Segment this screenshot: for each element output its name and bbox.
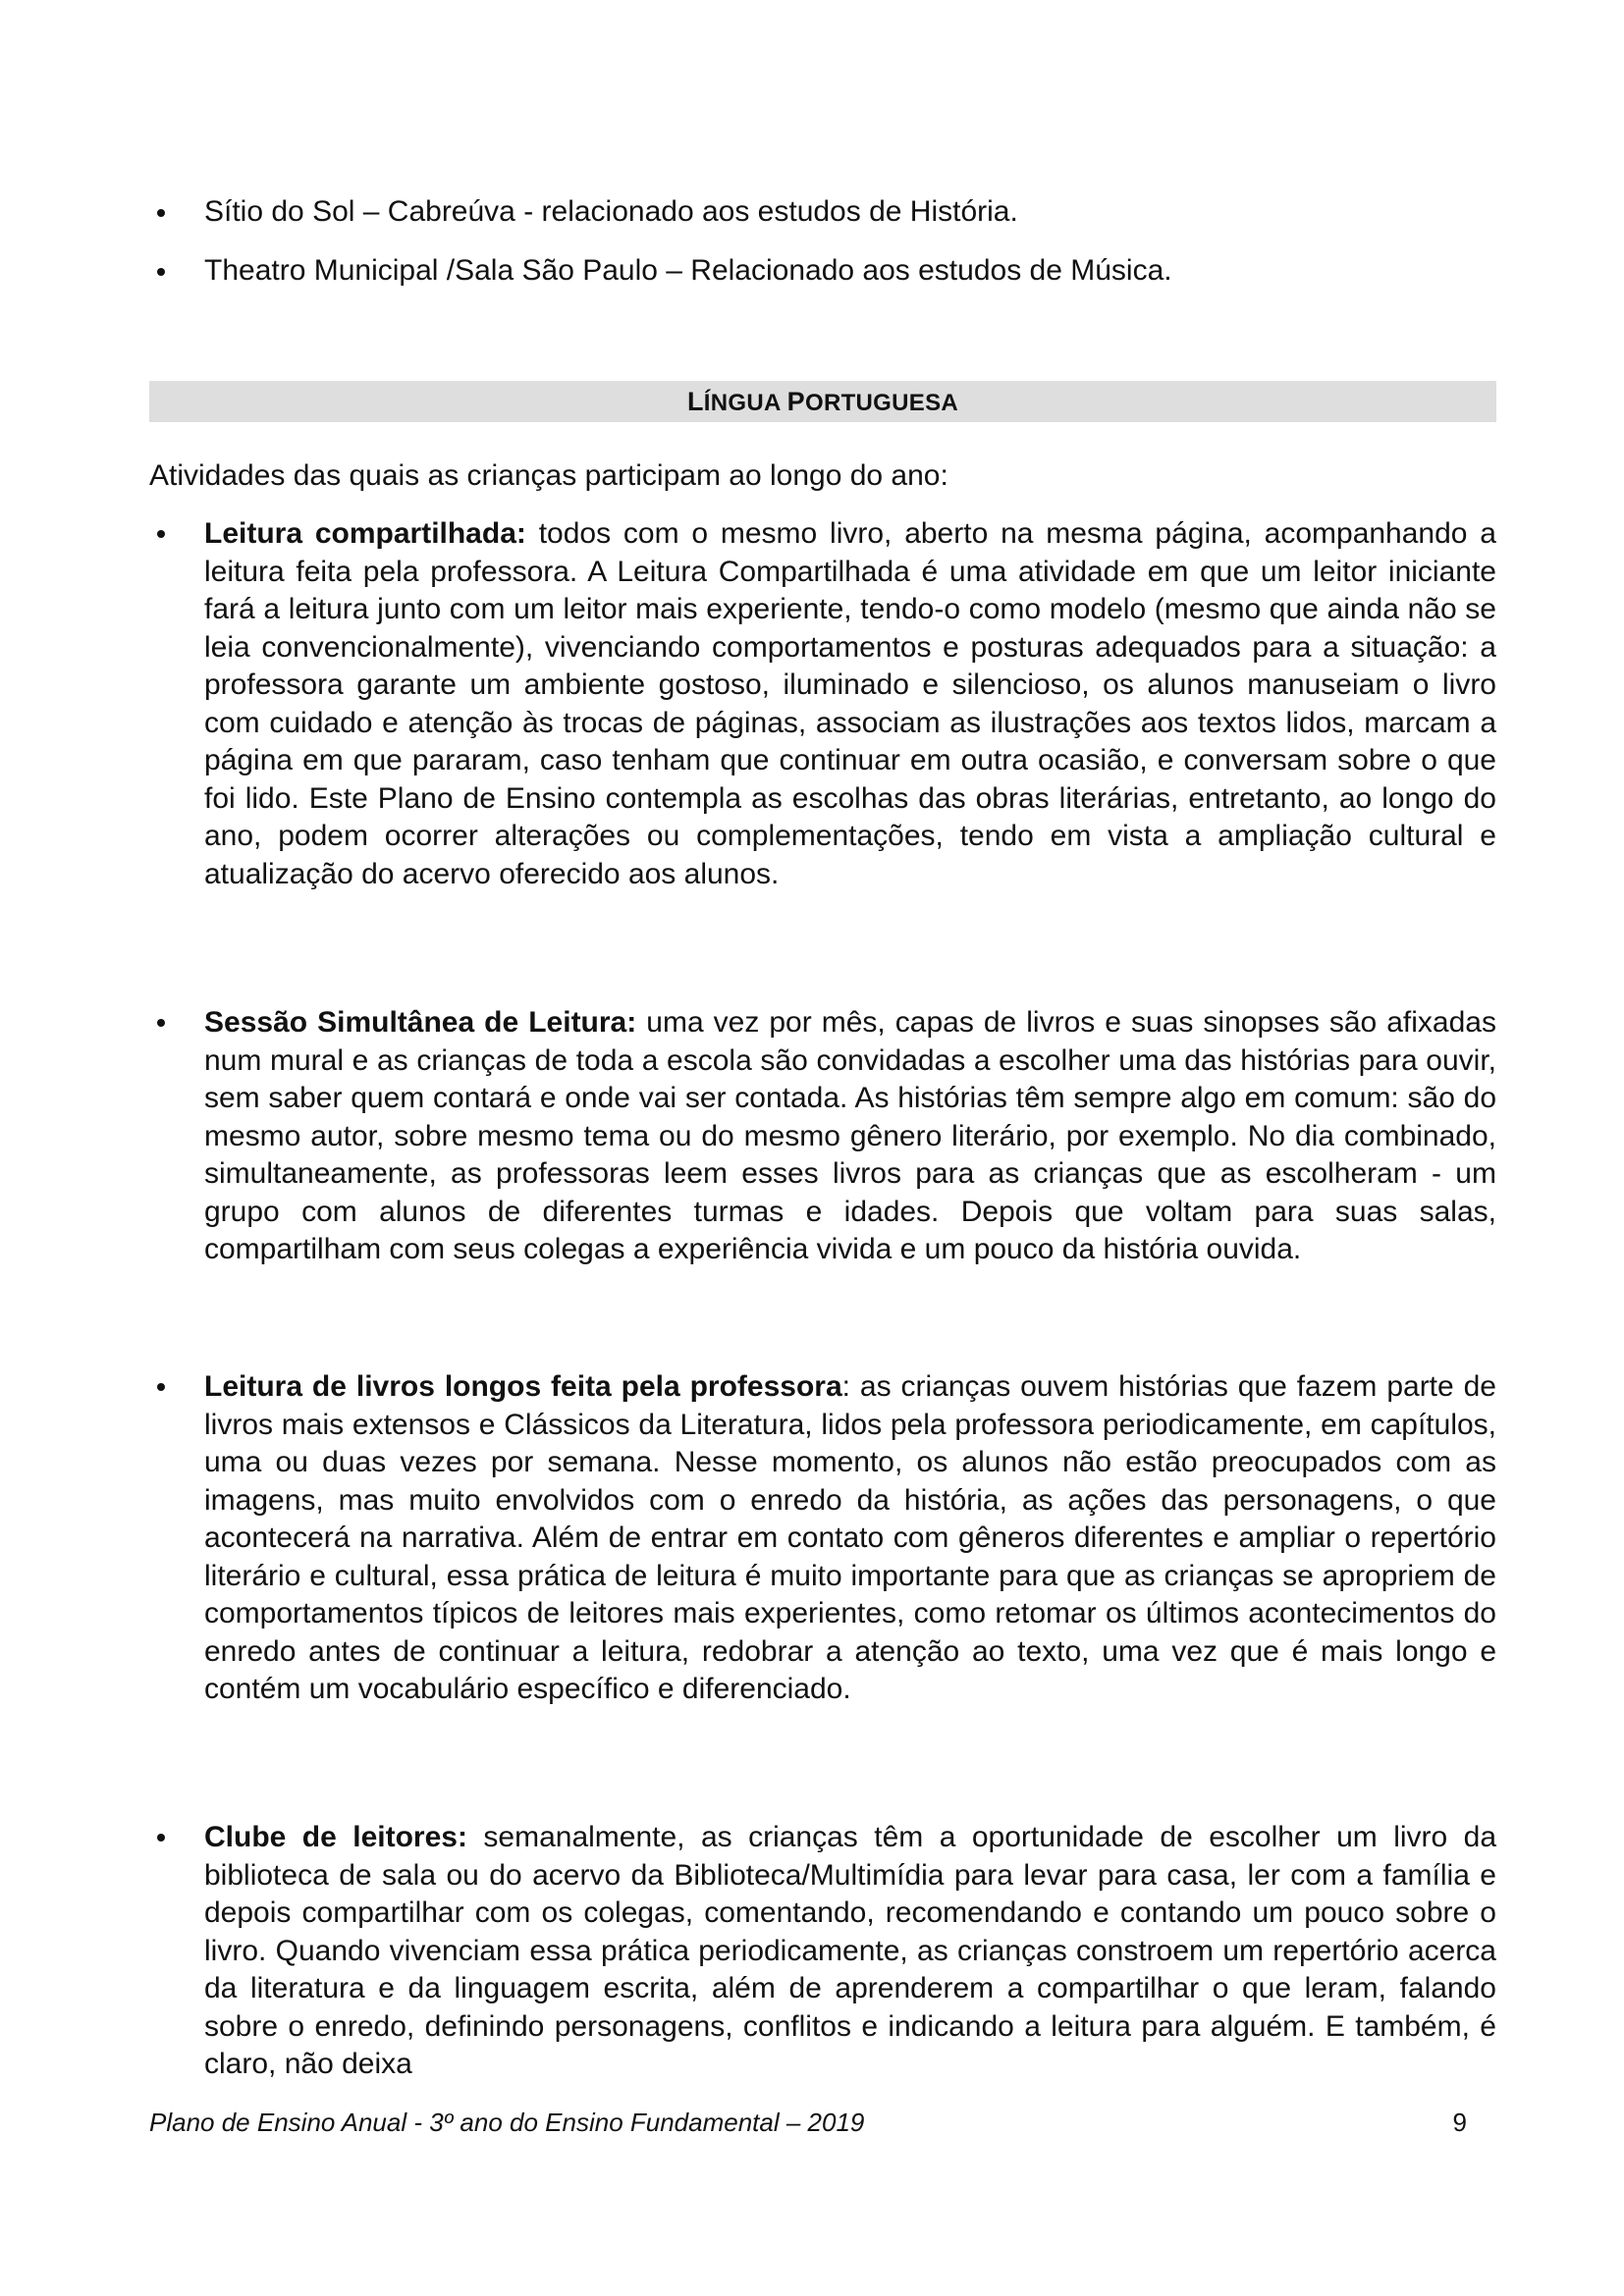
list-item-text: Sítio do Sol – Cabreúva - relacionado aos estudos de História. [204,195,1018,228]
bullet-icon [157,1383,165,1391]
section-title-initial: P [786,387,805,416]
page-footer [149,2106,1467,2139]
section-header [149,381,1496,422]
section-title-initial: L [686,387,704,416]
bullet-icon [157,530,165,538]
bullet-icon [157,1019,165,1027]
activity-text: : as crianças ouvem histórias que fazem parte de livros mais extensos e Clássicos da Literatura, lidos pela professora periodicamente, em capítulos, uma ou duas vezes por semana. Nesse momento, os alunos não estão preocupados com as imagens, mas muito envolvidos com o enredo da história, as ações das personagens, o que acontecerá na narrativa. Além de entrar em contato com gêneros diferentes e ampliar o repertório literário e cultural, essa prática de leitura é muito importante para que as crianças se apropriem de comportamentos típicos de leitores mais experientes, como retomar os últimos acontecimentos do enredo antes de continuar a leitura, redobrar a atenção ao texto, uma vez que é mais longo e contém um vocabulário específico e diferenciado. [204,1370,1496,1705]
intro-text: Atividades das quais as crianças participam ao longo do ano: [149,459,948,492]
activity-item [149,1368,1496,1709]
list-item [149,251,1504,291]
activity-term: Leitura de livros longos feita pela professora [204,1370,842,1403]
section-title-rest: ORTUGUESA [804,390,959,416]
bullet-icon [157,1834,165,1842]
activity-term: Sessão Simultânea de Leitura: [204,1006,637,1039]
activity-item [149,1819,1496,2084]
activity-item [149,515,1496,893]
activity-text: todos com o mesmo livro, aberto na mesma página, acompanhando a leitura feita pela professora. A Leitura Compartilhada é uma atividade em que um leitor iniciante fará a leitura junto com um leitor mais experiente, tendo-o como modelo (mesmo que ainda não se leia convencionalmente), vivenciando comportamentos e posturas adequados para a situação: a professora garante um ambiente gostoso, iluminado e silencioso, os alunos manuseiam o livro com cuidado e atenção às trocas de páginas, associam as ilustrações aos textos lidos, marcam a página em que pararam, caso tenham que continuar em outra ocasião, e conversam sobre o que foi lido. Este Plano de Ensino contempla as escolhas das obras literárias, entretanto, ao longo do ano, podem ocorrer alterações ou complementações, tendo em vista a ampliação cultural e atualização do acervo oferecido aos alunos. [204,517,1496,890]
footer-text: Plano de Ensino Anual - 3º ano do Ensino Fundamental – 2019 [149,2108,865,2137]
activity-term: Leitura compartilhada: [204,517,526,550]
activity-text: uma vez por mês, capas de livros e suas sinopses são afixadas num mural e as crianças de toda a escola são convidadas a escolher uma das histórias para ouvir, sem saber quem contará e onde vai ser contada. As histórias têm sempre algo em comum: são do mesmo autor, sobre mesmo tema ou do mesmo gênero literário, por exemplo. No dia combinado, simultaneamente, as professoras leem esses livros para as crianças que as escolheram - um grupo com alunos de diferentes turmas e idades. Depois que voltam para suas salas, compartilham com seus colegas a experiência vivida e um pouco da história ouvida. [204,1006,1496,1265]
list-item-text: Theatro Municipal /Sala São Paulo – Relacionado aos estudos de Música. [204,254,1172,287]
bullet-icon [157,209,165,217]
visit-list [149,192,1504,310]
activity-text: semanalmente, as crianças têm a oportunidade de escolher um livro da biblioteca de sala ou do acervo da Biblioteca/Multimídia para levar para casa, ler com a família e depois compartilhar com os colegas, comentando, recomendando e contando um pouco sobre o livro. Quando vivenciam essa prática periodicamente, as crianças constroem um repertório acerca da literatura e da linguagem escrita, além de aprenderem a compartilhar o que leram, falando sobre o enredo, definindo personagens, conflitos e indicando a leitura para alguém. E também, é claro, não deixa [204,1821,1497,2080]
bullet-icon [157,268,165,276]
list-item [149,192,1504,232]
activity-term: Clube de leitores: [204,1821,467,1853]
activity-item [149,1004,1496,1269]
page-number: 9 [1452,2108,1467,2137]
section-title-rest: ÍNGUA [703,390,781,416]
